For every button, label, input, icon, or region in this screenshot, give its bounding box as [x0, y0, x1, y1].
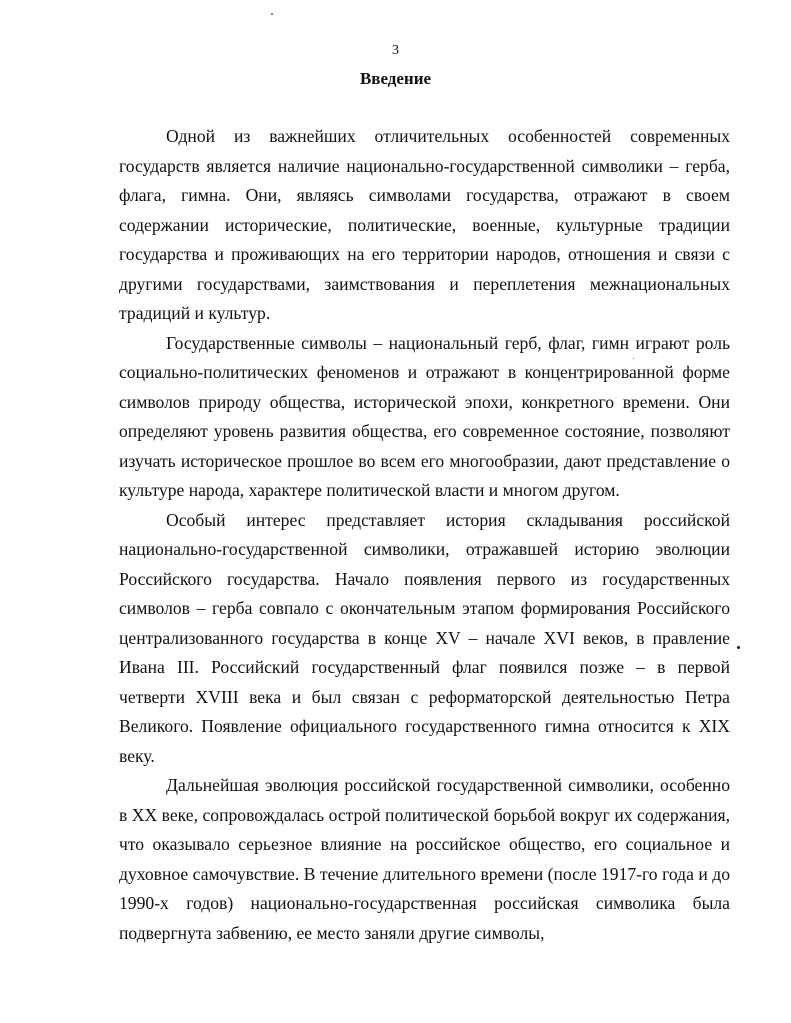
scan-speck [271, 13, 273, 15]
paragraph-2: Государственные символы – национальный герб, флаг, гимн играют роль социально-политических феноменов и отражают в концентрированной форме символов природу общества, исторической эпохи, конкретного времени. Они определяют уровень развития общества, его современное состояние, позволяют изучать историческое прошлое во всем его многообразии, дают представление о культуре народа, характере политической власти и многом другом. [119, 332, 730, 500]
page-title: Введение [359, 69, 432, 88]
paragraph-4: Дальнейшая эволюция российской государственной символики, особенно в XX веке, сопровождалась острой политической борьбой вокруг их содержания, что оказывало серьезное влияние на российское общество, его социальное и духовное самочувствие. В течение длительного времени (после 1917-го года и до 1990-х годов) национально-государственная российская символика была подвергнута забвению, ее место заняли другие символы, [119, 775, 730, 943]
body-text [119, 122, 730, 948]
scan-speck [736, 645, 740, 649]
paragraph-1: Одной из важнейших отличительных особенностей современных государств является наличие национально-государственной символики – герба, флага, гимна. Они, являясь символами государства, отражают в своем содержании исторические, политические, военные, культурные традиции государства и проживающих на его территории народов, отношения и связи с другими государствами, заимствования и переплетения межнациональных традиций и культур. [119, 126, 730, 323]
paragraph-3: Особый интерес представляет история складывания российской национально-государственной символики, отражавшей историю эволюции Российского государства. Начало появления первого из государственных символов – герба совпало с окончательным этапом формирования Российского централизованного государства в конце XV – начале XVI веков, в правление Ивана III. Российский государственный флаг появился позже – в первой четверти XVIII века и был связан с реформаторской деятельностью Петра Великого. Появление официального государственного гимна относится к XIX веку. [119, 509, 730, 766]
page-number: 3 [392, 43, 399, 58]
